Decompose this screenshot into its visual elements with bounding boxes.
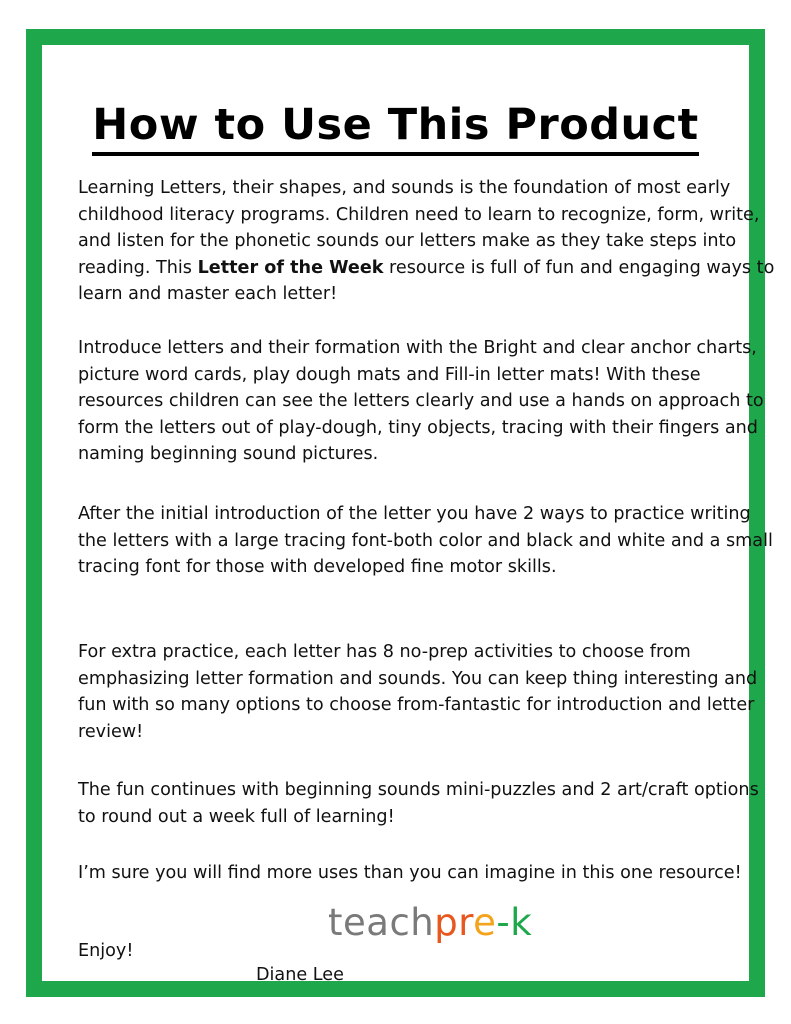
- paragraph-introduce-letters: Introduce letters and their formation with the Bright and clear anchor charts, picture word cards, play dough mats and Fill-in letter mats! With these resources children can see the letters clearly and use a hands on approach to form the letters out of play-dough, tiny objects, tracing with their fingers and naming beginning sound pictures.: [78, 338, 764, 464]
- page-title-text: How to Use This Product: [92, 100, 698, 156]
- page-border: [26, 29, 775, 997]
- paragraph-intro-end: resource is full of fun and engaging ways to learn and master each letter!: [78, 257, 775, 304]
- closing-text: Enjoy!: [78, 941, 134, 961]
- teach-pre-k-logo: [328, 901, 532, 944]
- paragraph-tracing: After the initial introduction of the letter you have 2 ways to practice writing the letters with a large tracing font-both color and black and white and a small tracing font for those with developed fine motor skills.: [78, 504, 773, 577]
- logo-part-e: e: [473, 901, 497, 944]
- logo-part-k: -k: [496, 901, 533, 944]
- paragraph-extra-practice: For extra practice, each letter has 8 no-prep activities to choose from emphasizing letter formation and sounds. You can keep thing interesting and fun with so many options to choose from-fantastic for introduction and letter review!: [78, 642, 758, 742]
- paragraph-puzzles: The fun continues with beginning sounds mini-puzzles and 2 art/craft options to round out a week full of learning!: [78, 780, 759, 827]
- product-name: Letter of the Week: [197, 257, 384, 278]
- paragraph-intro: [78, 175, 778, 308]
- signature: Diane Lee: [256, 965, 344, 985]
- paragraph-intro-start: Learning Letters, their shapes, and sounds is the foundation of most early childhood literacy programs. Children need to learn to recognize, form, write, and listen for the phonetic sounds our letters make as they take steps into reading. This: [78, 178, 760, 278]
- page-title: [42, 100, 749, 150]
- logo-part-teach: teach: [328, 901, 435, 944]
- paragraph-more-uses: I’m sure you will find more uses than you can imagine in this one resource!: [78, 863, 742, 883]
- logo-part-pr: pr: [434, 901, 474, 944]
